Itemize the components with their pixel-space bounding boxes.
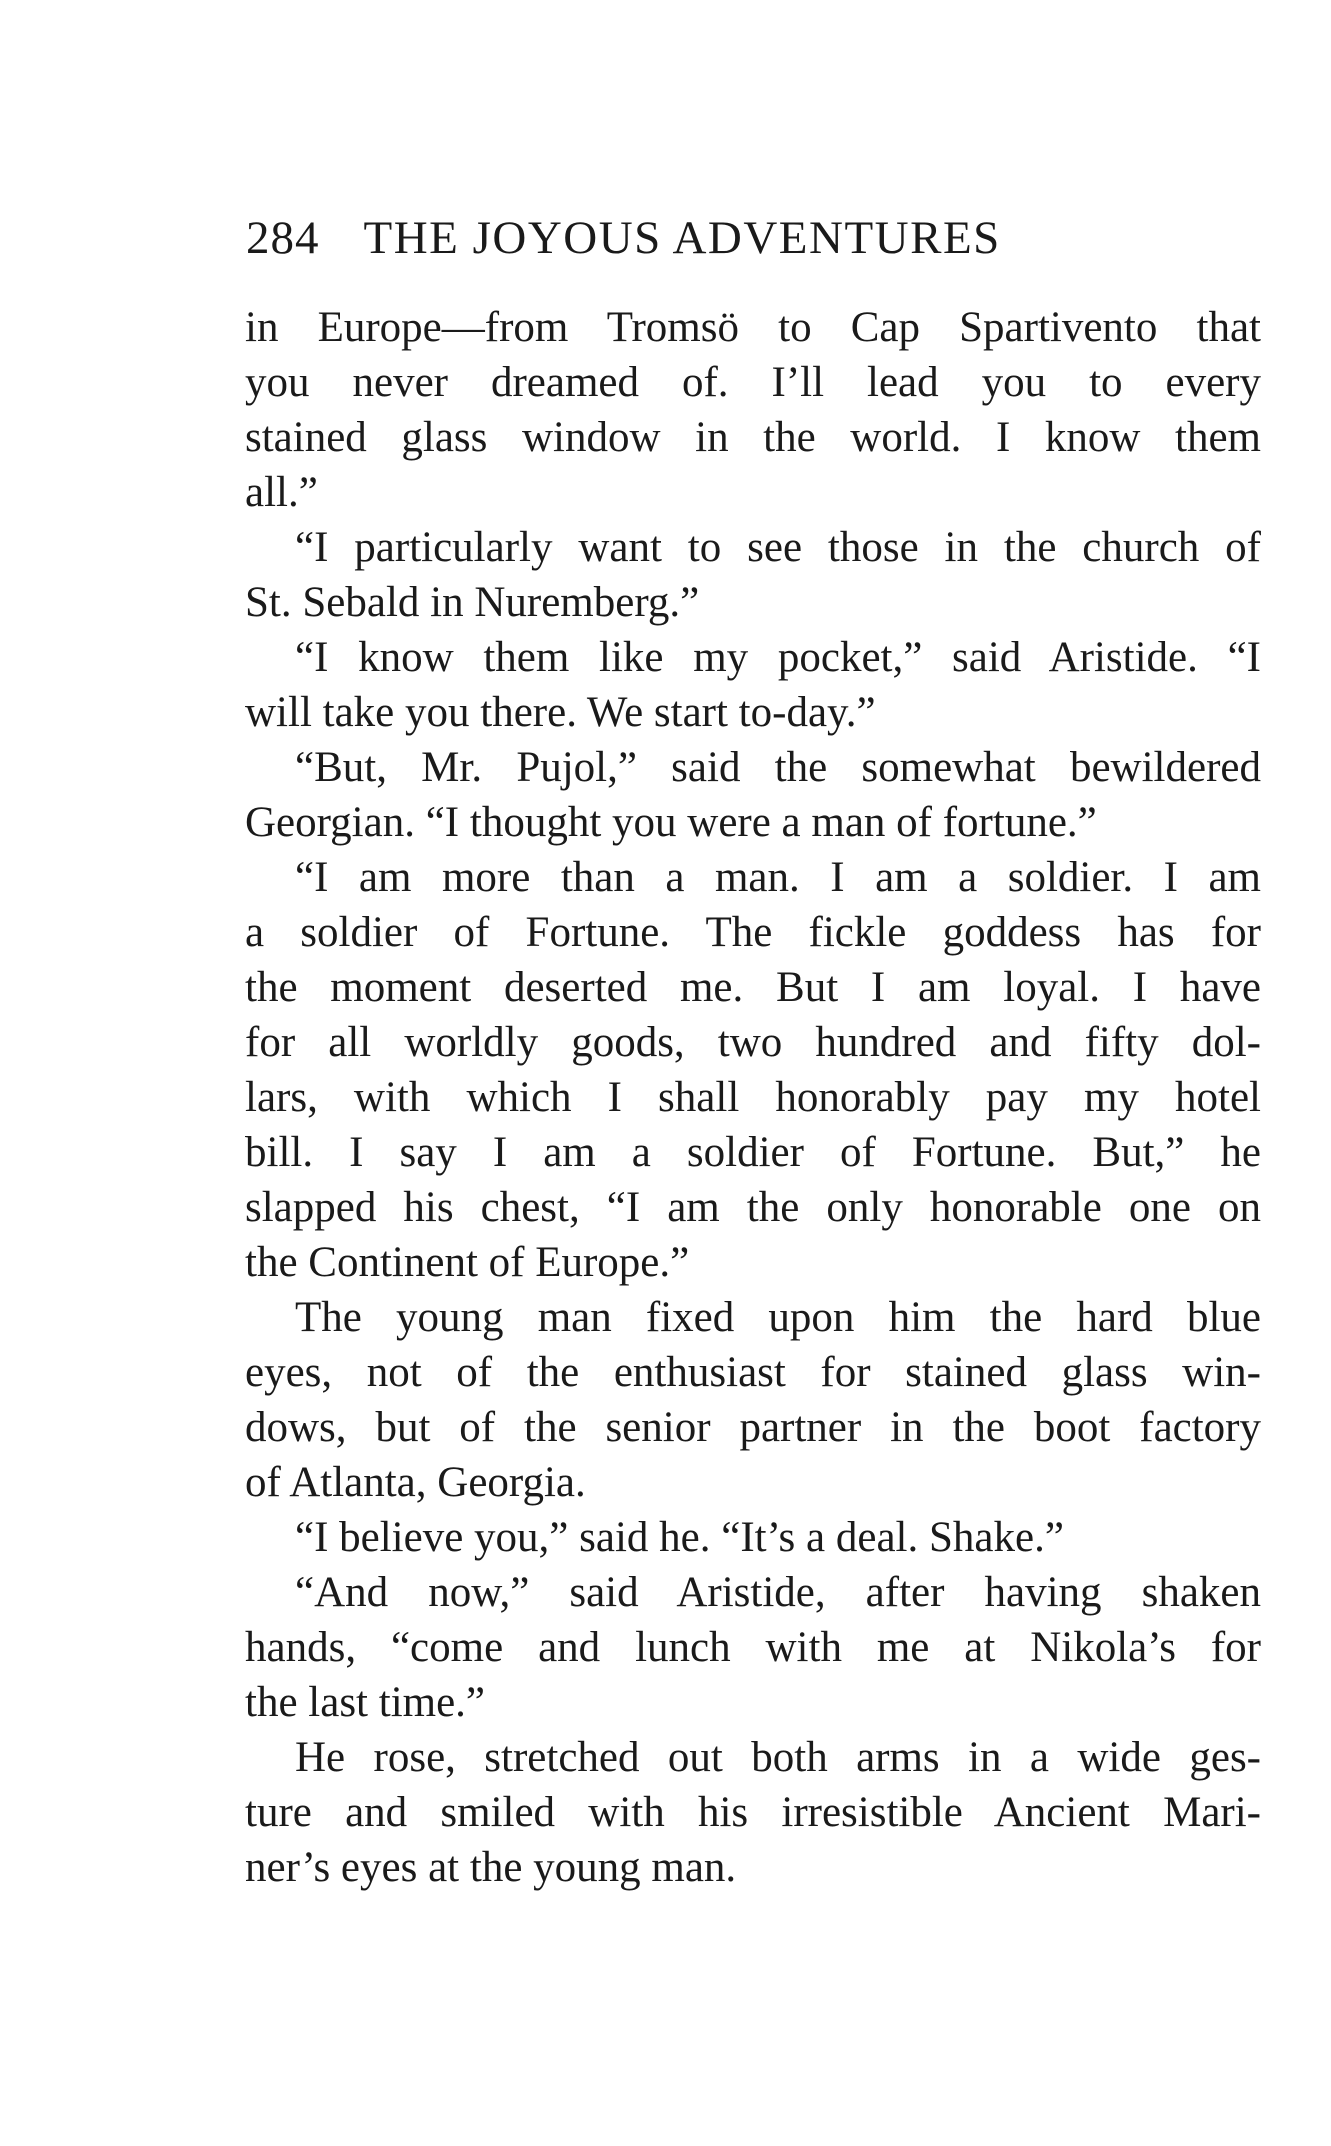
text-line: of Atlanta, Georgia. — [245, 1459, 586, 1506]
text-line: The young man fixed upon him the hard blue — [295, 1294, 1261, 1341]
text-line: dows, but of the senior partner in the boot factory — [245, 1404, 1261, 1451]
text-line: “I believe you,” said he. “It’s a deal. Shake.” — [295, 1514, 1064, 1561]
running-head — [246, 208, 1266, 268]
text-line: in Europe—from Tromsö to Cap Spartivento that — [245, 304, 1261, 351]
text-line: “I am more than a man. I am a soldier. I am — [295, 854, 1261, 901]
text-line: will take you there. We start to-day.” — [245, 689, 876, 736]
text-line: “And now,” said Aristide, after having shaken — [295, 1569, 1261, 1616]
text-line: the moment deserted me. But I am loyal. I have — [245, 964, 1261, 1011]
text-line: St. Sebald in Nuremberg.” — [245, 579, 700, 626]
page-number: 284 — [246, 212, 320, 264]
body-text — [245, 300, 1261, 1895]
text-line: for all worldly goods, two hundred and fifty dol- — [245, 1019, 1261, 1066]
text-line: lars, with which I shall honorably pay my hotel — [245, 1074, 1261, 1121]
text-line: hands, “come and lunch with me at Nikola’s for — [245, 1624, 1261, 1671]
text-line: the Continent of Europe.” — [245, 1239, 690, 1286]
text-line: Georgian. “I thought you were a man of fortune.” — [245, 799, 1097, 846]
text-line: He rose, stretched out both arms in a wide ges- — [295, 1734, 1261, 1781]
text-line: ner’s eyes at the young man. — [245, 1844, 737, 1891]
text-line: bill. I say I am a soldier of Fortune. But,” he — [245, 1129, 1261, 1176]
text-line: eyes, not of the enthusiast for stained glass win- — [245, 1349, 1261, 1396]
text-line: all.” — [245, 469, 318, 516]
text-line: stained glass window in the world. I know them — [245, 414, 1261, 461]
text-line: slapped his chest, “I am the only honorable one on — [245, 1184, 1261, 1231]
text-line: “But, Mr. Pujol,” said the somewhat bewildered — [295, 744, 1261, 791]
text-line: “I know them like my pocket,” said Aristide. “I — [295, 634, 1261, 681]
text-line: the last time.” — [245, 1679, 486, 1726]
text-line: ture and smiled with his irresistible Ancient Mari- — [245, 1789, 1261, 1836]
text-line: a soldier of Fortune. The fickle goddess has for — [245, 909, 1261, 956]
text-line: you never dreamed of. I’ll lead you to every — [245, 359, 1261, 406]
text-line: “I particularly want to see those in the church of — [295, 524, 1261, 571]
running-title: THE JOYOUS ADVENTURES — [363, 212, 1001, 264]
